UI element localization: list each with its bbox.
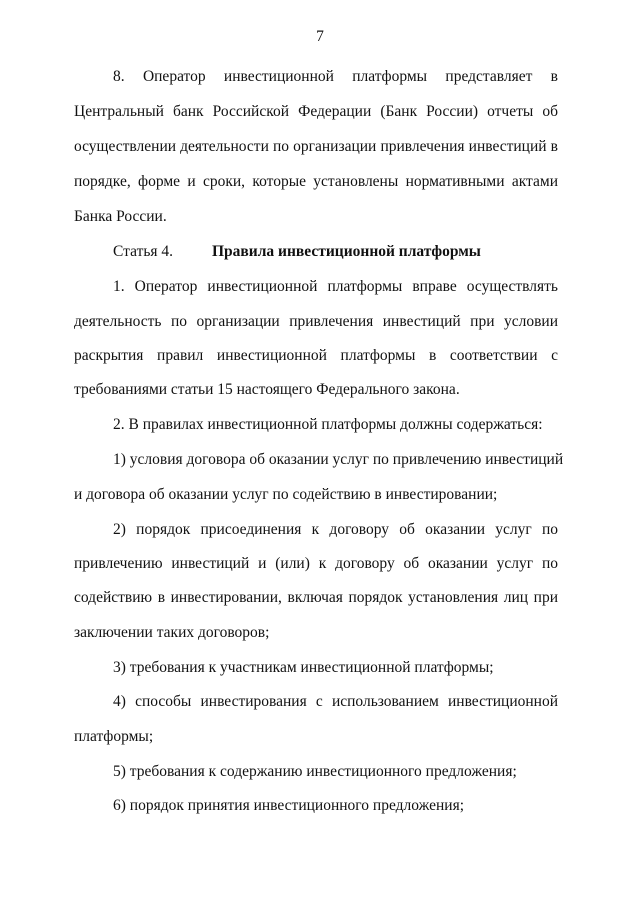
text-line: 4) способы инвестирования с использованием инвестиционной [113,693,558,710]
text-line: привлечению инвестиций и (или) к договору об оказании услуг по [74,555,558,572]
text-line: осуществлении деятельности по организации привлечения инвестиций в [74,138,558,155]
text-line: и договора об оказании услуг по содействию в инвестировании; [74,486,498,503]
text-line: заключении таких договоров; [74,624,270,641]
text-line: содействию в инвестировании, включая порядок установления лиц при [74,589,558,606]
text-line: платформы; [74,728,154,745]
text-line: 1. Оператор инвестиционной платформы вправе осуществлять [113,278,558,295]
text-line: 2. В правилах инвестиционной платформы должны содержаться: [113,416,543,433]
page-number: 7 [316,28,324,45]
text-line: требованиями статьи 15 настоящего Федерального закона. [74,381,460,398]
text-line: 3) требования к участникам инвестиционной платформы; [113,659,494,676]
text-line: Банка России. [74,208,167,225]
text-line: 5) требования к содержанию инвестиционного предложения; [113,763,517,780]
text-line: Центральный банк Российской Федерации (Банк России) отчеты об [74,103,558,120]
text-line: 8. Оператор инвестиционной платформы представляет в [113,68,558,85]
text-line: раскрытия правил инвестиционной платформы в соответствии с [74,347,558,364]
text-line: 6) порядок принятия инвестиционного предложения; [113,797,465,814]
text-line: деятельность по организации привлечения инвестиций при условии [74,313,558,330]
article-title: Правила инвестиционной платформы [212,243,481,260]
text-line: 2) порядок присоединения к договору об оказании услуг по [113,521,558,538]
article-label: Статья 4. [113,243,174,260]
text-line: порядке, форме и сроки, которые установлены нормативными актами [74,173,558,190]
text-line: 1) условия договора об оказании услуг по привлечению инвестиций [113,451,564,468]
